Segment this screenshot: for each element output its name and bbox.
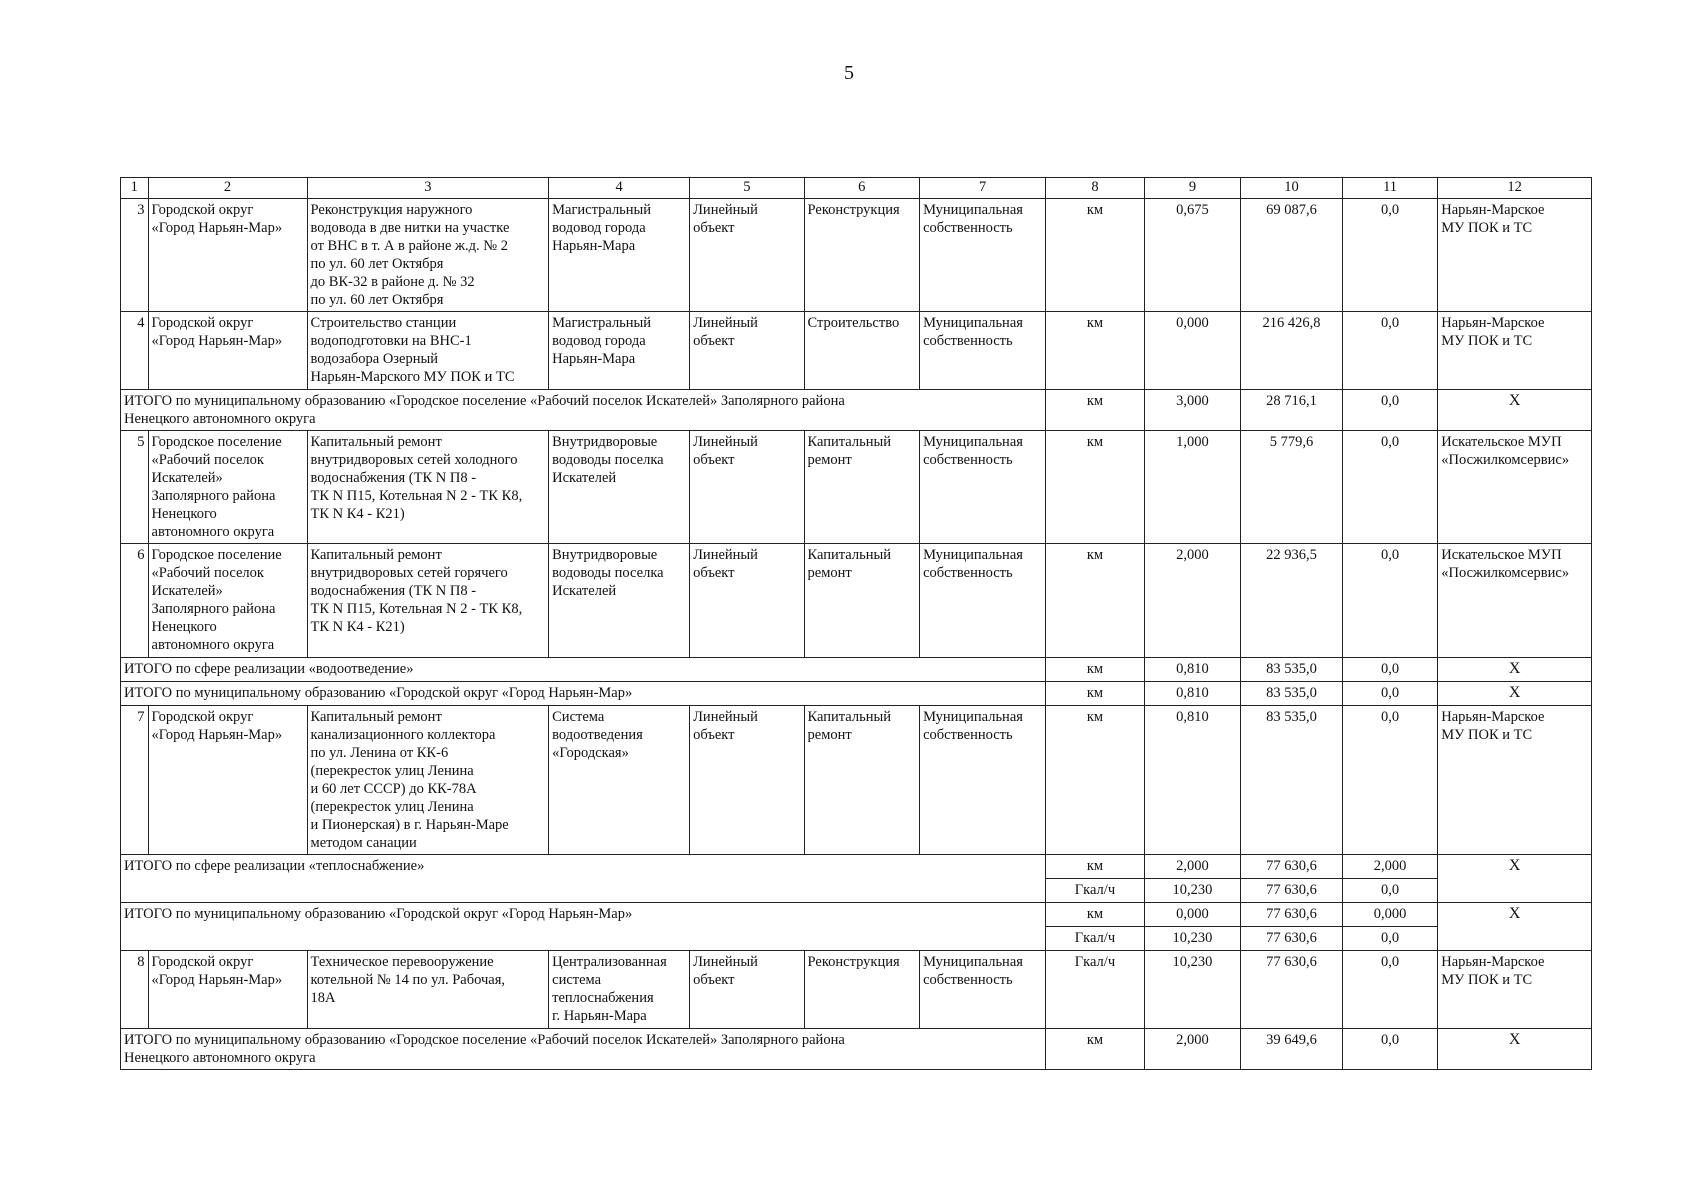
total-row: [121, 682, 1592, 706]
unit-cell: км: [1046, 312, 1145, 390]
value-col10-cell: 39 649,6: [1241, 1029, 1343, 1070]
value-col11-cell: 0,0: [1342, 544, 1437, 658]
value-col9-cell: 0,810: [1144, 658, 1240, 682]
value-col12-cell: Х: [1438, 855, 1592, 903]
project-name-cell: Техническое перевооружение котельной № 14 по ул. Рабочая, 18А: [307, 951, 549, 1029]
ownership-cell: Муниципальная собственность: [920, 431, 1046, 544]
ownership-cell: Муниципальная собственность: [920, 951, 1046, 1029]
table-row: [121, 431, 1592, 544]
project-name-cell: Капитальный ремонт канализационного коллектора по ул. Ленина от КК-6 (перекресток улиц Ленина и 60 лет СССР) до КК-78А (перекресток улиц Ленина и Пионерская) в г. Нарьян-Маре методом санации: [307, 706, 549, 855]
value-col10-cell: 77 630,6: [1241, 903, 1343, 927]
row-index: 3: [121, 199, 149, 312]
value-col10-cell: 83 535,0: [1241, 682, 1343, 706]
object-cell: Магистральный водовод города Нарьян-Мара: [549, 312, 690, 390]
operator-cell: Нарьян-Марское МУ ПОК и ТС: [1438, 312, 1592, 390]
total-row: [121, 1029, 1592, 1070]
object-cell: Централизованная система теплоснабжения г. Нарьян-Мара: [549, 951, 690, 1029]
municipality-cell: Городской округ «Город Нарьян-Мар»: [148, 199, 307, 312]
table-row: [121, 199, 1592, 312]
object-cell: Внутридворовые водоводы поселка Искателей: [549, 431, 690, 544]
value-col10-cell: 77 630,6: [1241, 927, 1343, 951]
unit-cell: км: [1046, 682, 1145, 706]
value-col10-cell: 77 630,6: [1241, 951, 1343, 1029]
value-col11-cell: 0,000: [1342, 903, 1437, 927]
total-label: ИТОГО по сфере реализации «теплоснабжение»: [121, 855, 1046, 903]
project-name-cell: Реконструкция наружного водовода в две нитки на участке от ВНС в т. А в районе ж.д. № 2 по ул. 60 лет Октября до ВК-32 в районе д. № 32 по ул. 60 лет Октября: [307, 199, 549, 312]
value-col10-cell: 28 716,1: [1241, 390, 1343, 431]
column-header: 2: [148, 178, 307, 199]
value-col12-cell: Х: [1438, 903, 1592, 951]
work-type-cell: Реконструкция: [804, 951, 920, 1029]
value-col11-cell: 0,0: [1342, 706, 1437, 855]
column-header: 8: [1046, 178, 1145, 199]
unit-cell: км: [1046, 199, 1145, 312]
value-col11-cell: 0,0: [1342, 879, 1437, 903]
row-index: 8: [121, 951, 149, 1029]
value-col10-cell: 77 630,6: [1241, 855, 1343, 879]
unit-cell: км: [1046, 706, 1145, 855]
column-header: 7: [920, 178, 1046, 199]
value-col11-cell: 0,0: [1342, 312, 1437, 390]
value-col12-cell: Х: [1438, 390, 1592, 431]
object-type-cell: Линейный объект: [690, 951, 804, 1029]
unit-cell: Гкал/ч: [1046, 951, 1145, 1029]
unit-cell: км: [1046, 855, 1145, 879]
work-type-cell: Капитальный ремонт: [804, 431, 920, 544]
table-row: [121, 544, 1592, 658]
municipality-cell: Городское поселение «Рабочий поселок Искателей» Заполярного района Ненецкого автономного округа: [148, 544, 307, 658]
value-col11-cell: 0,0: [1342, 390, 1437, 431]
value-col9-cell: 0,810: [1144, 682, 1240, 706]
unit-cell: км: [1046, 903, 1145, 927]
work-type-cell: Реконструкция: [804, 199, 920, 312]
value-col11-cell: 0,0: [1342, 199, 1437, 312]
ownership-cell: Муниципальная собственность: [920, 199, 1046, 312]
unit-cell: км: [1046, 658, 1145, 682]
project-name-cell: Строительство станции водоподготовки на ВНС-1 водозабора Озерный Нарьян-Марского МУ ПОК и ТС: [307, 312, 549, 390]
ownership-cell: Муниципальная собственность: [920, 706, 1046, 855]
column-header: 10: [1241, 178, 1343, 199]
value-col11-cell: 2,000: [1342, 855, 1437, 879]
ownership-cell: Муниципальная собственность: [920, 312, 1046, 390]
value-col9-cell: 2,000: [1144, 544, 1240, 658]
total-row: [121, 903, 1592, 927]
column-header: 3: [307, 178, 549, 199]
unit-cell: км: [1046, 390, 1145, 431]
municipality-cell: Городской округ «Город Нарьян-Мар»: [148, 312, 307, 390]
value-col10-cell: 22 936,5: [1241, 544, 1343, 658]
value-col11-cell: 0,0: [1342, 1029, 1437, 1070]
row-index: 6: [121, 544, 149, 658]
column-header: 12: [1438, 178, 1592, 199]
value-col9-cell: 0,675: [1144, 199, 1240, 312]
object-type-cell: Линейный объект: [690, 199, 804, 312]
row-index: 7: [121, 706, 149, 855]
total-label: ИТОГО по муниципальному образованию «Городской округ «Город Нарьян-Мар»: [121, 682, 1046, 706]
value-col9-cell: 10,230: [1144, 879, 1240, 903]
unit-cell: Гкал/ч: [1046, 927, 1145, 951]
row-index: 4: [121, 312, 149, 390]
work-type-cell: Капитальный ремонт: [804, 706, 920, 855]
value-col12-cell: Х: [1438, 658, 1592, 682]
object-cell: Магистральный водовод города Нарьян-Мара: [549, 199, 690, 312]
value-col12-cell: Х: [1438, 682, 1592, 706]
value-col11-cell: 0,0: [1342, 682, 1437, 706]
value-col11-cell: 0,0: [1342, 951, 1437, 1029]
table-row: [121, 951, 1592, 1029]
value-col11-cell: 0,0: [1342, 431, 1437, 544]
column-header: 9: [1144, 178, 1240, 199]
value-col10-cell: 69 087,6: [1241, 199, 1343, 312]
value-col9-cell: 1,000: [1144, 431, 1240, 544]
unit-cell: Гкал/ч: [1046, 879, 1145, 903]
value-col10-cell: 83 535,0: [1241, 706, 1343, 855]
operator-cell: Нарьян-Марское МУ ПОК и ТС: [1438, 706, 1592, 855]
object-cell: Система водоотведения «Городская»: [549, 706, 690, 855]
column-header: 1: [121, 178, 149, 199]
column-header: 11: [1342, 178, 1437, 199]
object-cell: Внутридворовые водоводы поселка Искателей: [549, 544, 690, 658]
value-col9-cell: 2,000: [1144, 1029, 1240, 1070]
unit-cell: км: [1046, 1029, 1145, 1070]
unit-cell: км: [1046, 431, 1145, 544]
value-col9-cell: 0,000: [1144, 903, 1240, 927]
value-col10-cell: 216 426,8: [1241, 312, 1343, 390]
municipality-cell: Городской округ «Город Нарьян-Мар»: [148, 706, 307, 855]
total-row: [121, 390, 1592, 431]
value-col10-cell: 77 630,6: [1241, 879, 1343, 903]
operator-cell: Искательское МУП «Посжилкомсервис»: [1438, 431, 1592, 544]
column-header: 4: [549, 178, 690, 199]
object-type-cell: Линейный объект: [690, 544, 804, 658]
value-col10-cell: 5 779,6: [1241, 431, 1343, 544]
value-col10-cell: 83 535,0: [1241, 658, 1343, 682]
total-row: [121, 658, 1592, 682]
value-col11-cell: 0,0: [1342, 658, 1437, 682]
value-col9-cell: 0,810: [1144, 706, 1240, 855]
total-label: ИТОГО по муниципальному образованию «Городское поселение «Рабочий поселок Искателей» Заполярного района Ненецкого автономного округа: [121, 390, 1046, 431]
operator-cell: Искательское МУП «Посжилкомсервис»: [1438, 544, 1592, 658]
work-type-cell: Строительство: [804, 312, 920, 390]
row-index: 5: [121, 431, 149, 544]
column-number-header-row: [121, 178, 1592, 199]
project-name-cell: Капитальный ремонт внутридворовых сетей холодного водоснабжения (ТК N П8 - ТК N П15, Котельная N 2 - ТК К8, ТК N К4 - К21): [307, 431, 549, 544]
value-col9-cell: 0,000: [1144, 312, 1240, 390]
value-col11-cell: 0,0: [1342, 927, 1437, 951]
unit-cell: км: [1046, 544, 1145, 658]
column-header: 6: [804, 178, 920, 199]
table-row: [121, 706, 1592, 855]
value-col9-cell: 2,000: [1144, 855, 1240, 879]
municipality-cell: Городской округ «Город Нарьян-Мар»: [148, 951, 307, 1029]
object-type-cell: Линейный объект: [690, 706, 804, 855]
object-type-cell: Линейный объект: [690, 431, 804, 544]
total-label: ИТОГО по муниципальному образованию «Городской округ «Город Нарьян-Мар»: [121, 903, 1046, 951]
ownership-cell: Муниципальная собственность: [920, 544, 1046, 658]
value-col9-cell: 10,230: [1144, 951, 1240, 1029]
municipality-cell: Городское поселение «Рабочий поселок Искателей» Заполярного района Ненецкого автономного округа: [148, 431, 307, 544]
operator-cell: Нарьян-Марское МУ ПОК и ТС: [1438, 199, 1592, 312]
page-number: 5: [844, 62, 854, 84]
object-type-cell: Линейный объект: [690, 312, 804, 390]
total-label: ИТОГО по сфере реализации «водоотведение»: [121, 658, 1046, 682]
column-header: 5: [690, 178, 804, 199]
value-col9-cell: 3,000: [1144, 390, 1240, 431]
total-row: [121, 855, 1592, 879]
value-col12-cell: Х: [1438, 1029, 1592, 1070]
value-col9-cell: 10,230: [1144, 927, 1240, 951]
work-type-cell: Капитальный ремонт: [804, 544, 920, 658]
operator-cell: Нарьян-Марское МУ ПОК и ТС: [1438, 951, 1592, 1029]
investment-program-table: [120, 177, 1592, 1070]
project-name-cell: Капитальный ремонт внутридворовых сетей горячего водоснабжения (ТК N П8 - ТК N П15, Котельная N 2 - ТК К8, ТК N К4 - К21): [307, 544, 549, 658]
total-label: ИТОГО по муниципальному образованию «Городское поселение «Рабочий поселок Искателей» Заполярного района Ненецкого автономного округа: [121, 1029, 1046, 1070]
table-row: [121, 312, 1592, 390]
